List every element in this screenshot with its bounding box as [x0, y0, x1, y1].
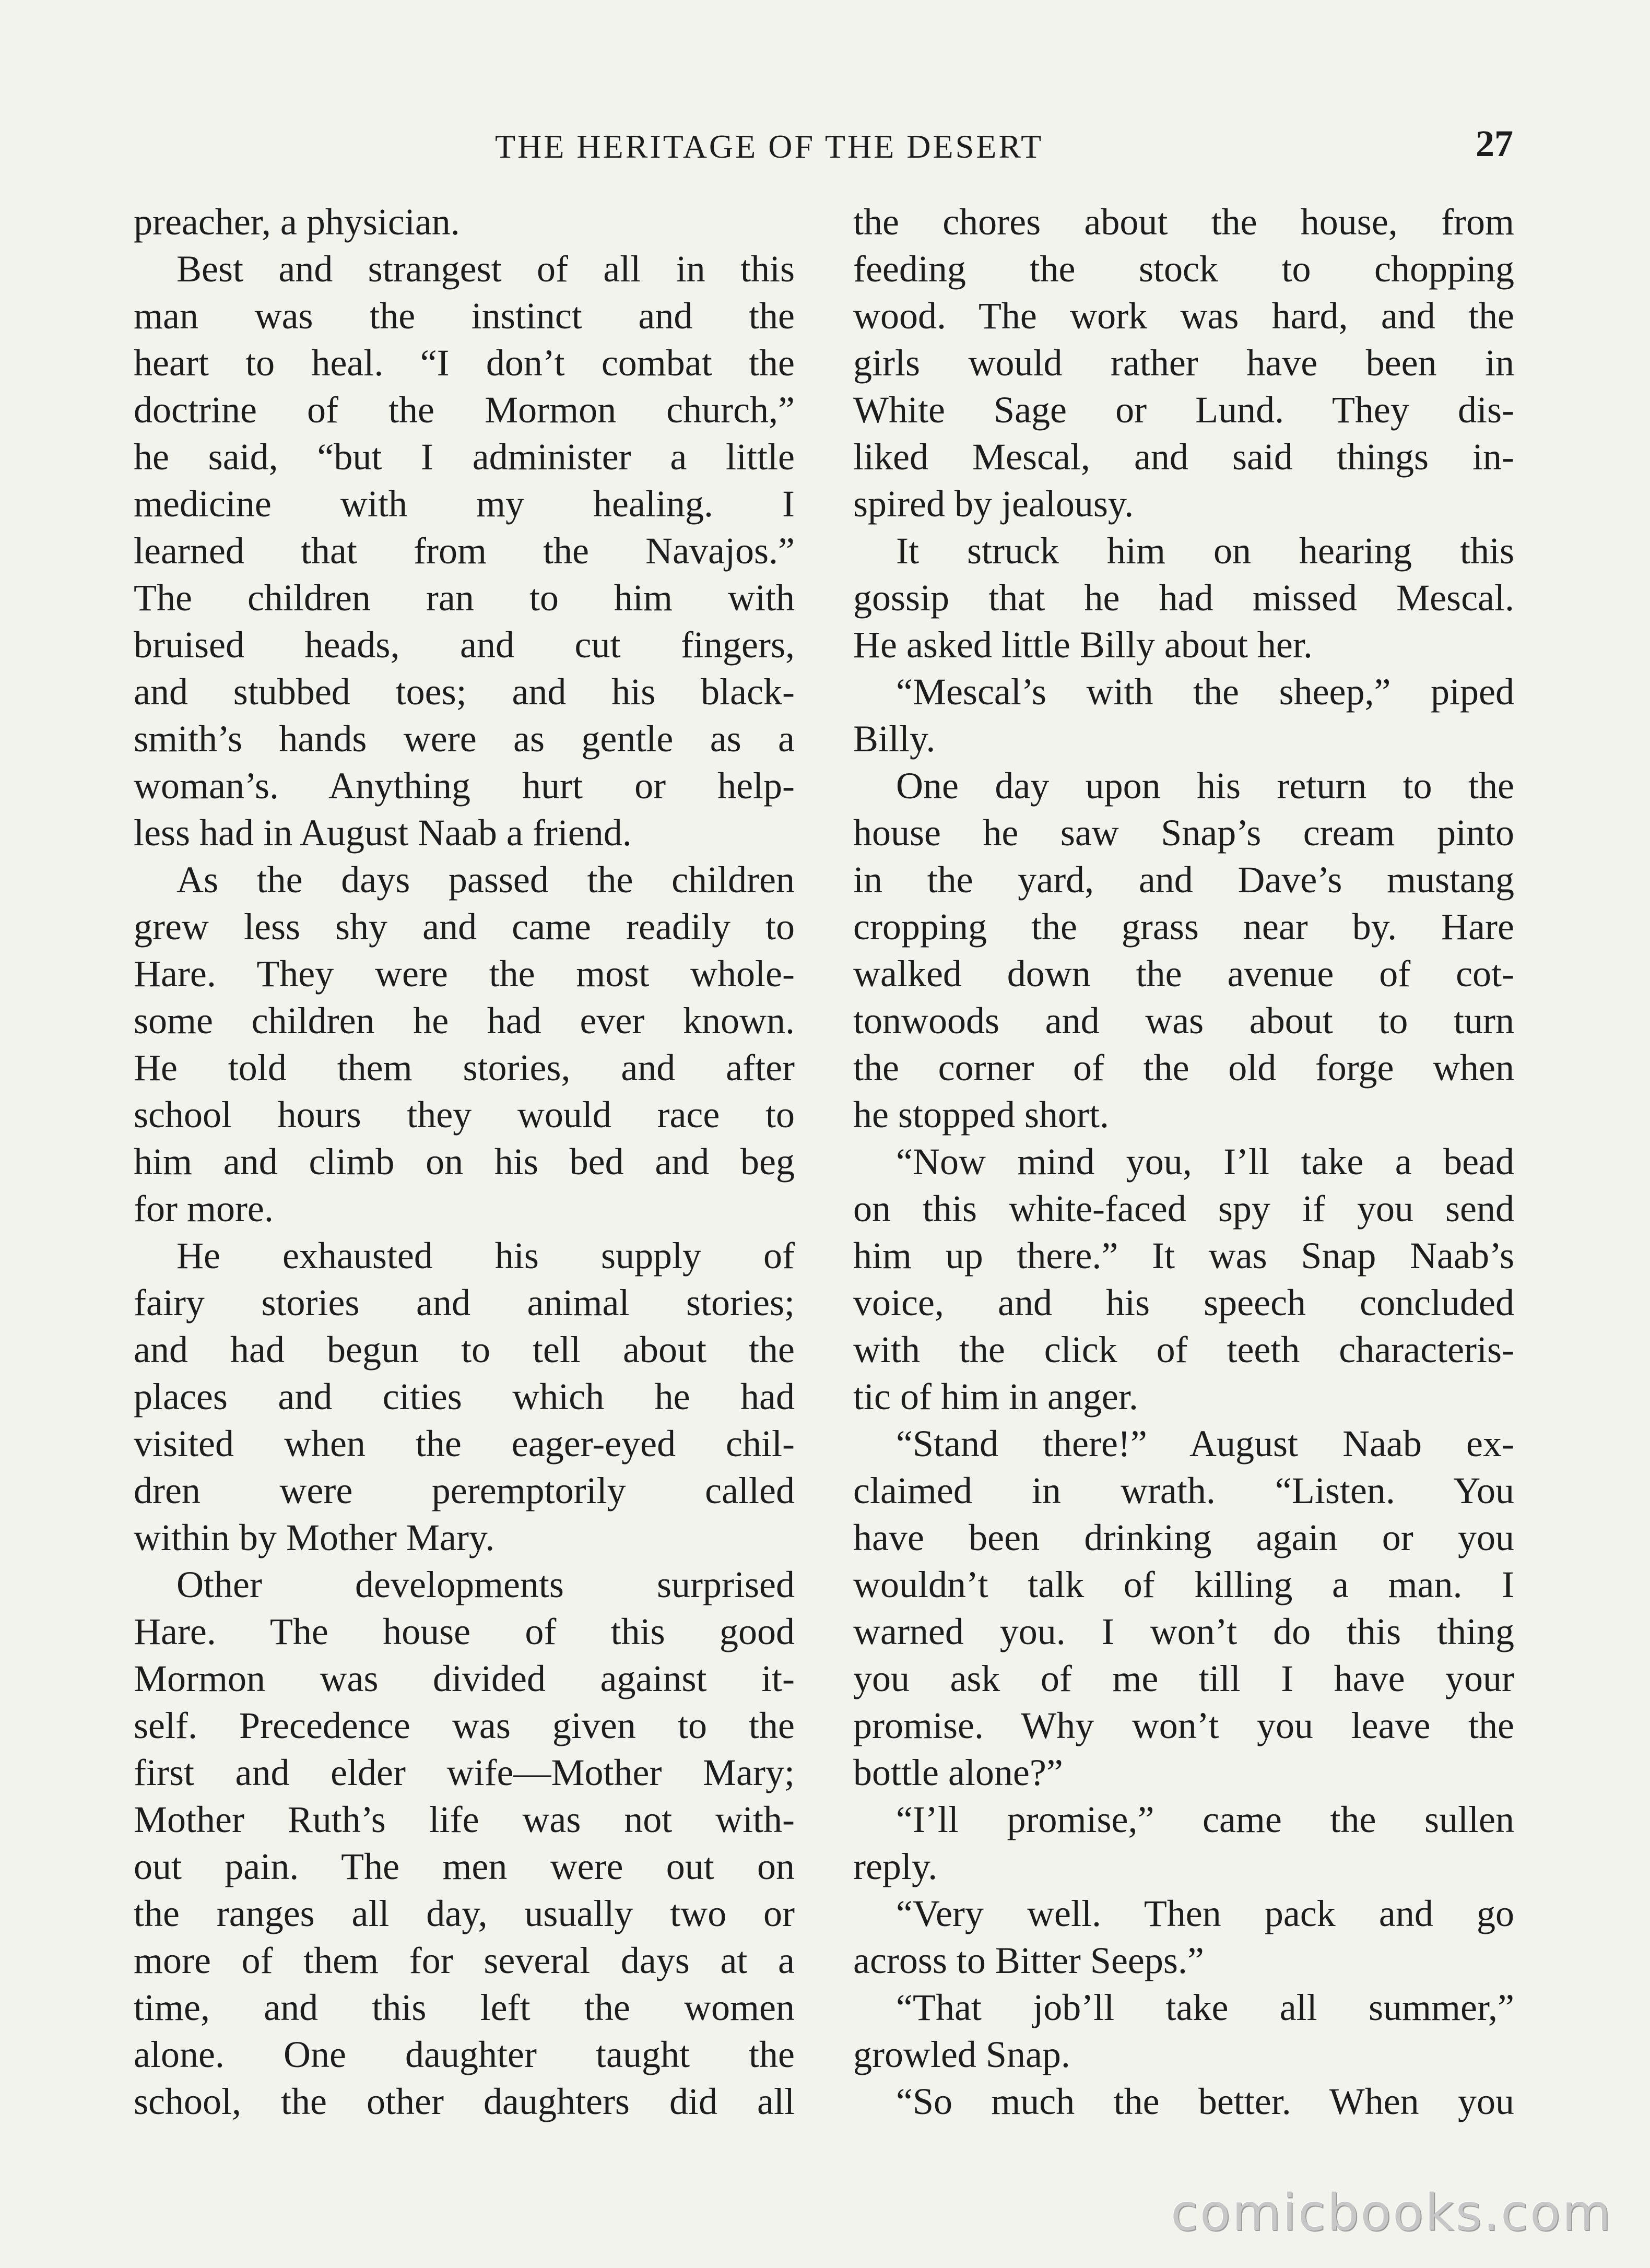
text-line: Hare. The house of this good [134, 1611, 795, 1652]
text-line: with the click of teeth characteris- [853, 1329, 1514, 1371]
text-line: school, the other daughters did all [134, 2081, 795, 2122]
text-line: the corner of the old forge when [853, 1047, 1514, 1089]
text-line: fairy stories and animal stories; [134, 1282, 795, 1324]
text-line: on this white-faced spy if you send [853, 1188, 1514, 1230]
text-line: He exhausted his supply of [176, 1235, 795, 1277]
text-line: One day upon his return to the [896, 765, 1514, 807]
text-line: He asked little Billy about her. [853, 624, 1313, 666]
text-line: “Mescal’s with the sheep,” piped [896, 671, 1514, 713]
text-line: preacher, a physician. [134, 201, 460, 243]
text-line: White Sage or Lund. They dis- [853, 389, 1514, 431]
text-line: and had begun to tell about the [134, 1329, 795, 1371]
text-line: man was the instinct and the [134, 295, 795, 337]
text-line: doctrine of the Mormon church,” [134, 389, 795, 431]
text-line: in the yard, and Dave’s mustang [853, 859, 1514, 901]
text-line: Other developments surprised [176, 1564, 795, 1605]
text-line: girls would rather have been in [853, 342, 1514, 384]
text-line: grew less shy and came readily to [134, 906, 795, 948]
text-line: “Now mind you, I’ll take a bead [896, 1141, 1514, 1183]
page-number: 27 [1476, 123, 1513, 164]
text-line: school hours they would race to [134, 1094, 795, 1136]
text-line: reply. [853, 1846, 938, 1887]
text-line: Hare. They were the most whole- [134, 953, 795, 995]
text-line: Mother Ruth’s life was not with- [134, 1799, 795, 1840]
text-line: him up there.” It was Snap Naab’s [853, 1235, 1514, 1277]
text-line: “Very well. Then pack and go [896, 1893, 1514, 1934]
text-line: across to Bitter Seeps.” [853, 1940, 1204, 1981]
text-line: “I’ll promise,” came the sullen [896, 1799, 1514, 1840]
text-line: wood. The work was hard, and the [853, 295, 1514, 337]
text-line: claimed in wrath. “Listen. You [853, 1470, 1514, 1511]
text-line: liked Mescal, and said things in- [853, 436, 1514, 478]
text-line: he said, “but I administer a little [134, 436, 795, 478]
text-line: wouldn’t talk of killing a man. I [853, 1564, 1514, 1605]
text-line: promise. Why won’t you leave the [853, 1705, 1514, 1746]
text-line: warned you. I won’t do this thing [853, 1611, 1514, 1652]
text-line: less had in August Naab a friend. [134, 812, 632, 854]
text-line: dren were peremptorily called [134, 1470, 795, 1511]
text-line: growled Snap. [853, 2034, 1070, 2075]
text-line: tonwoods and was about to turn [853, 1000, 1514, 1042]
text-line: walked down the avenue of cot- [853, 953, 1514, 995]
text-line: Mormon was divided against it- [134, 1658, 795, 1699]
text-line: learned that from the Navajos.” [134, 530, 795, 572]
site-watermark: comicbooks.com [1170, 2183, 1612, 2242]
text-line: spired by jealousy. [853, 483, 1134, 525]
text-line: places and cities which he had [134, 1376, 795, 1418]
text-line: the chores about the house, from [853, 201, 1514, 243]
text-line: Billy. [853, 718, 936, 760]
text-line: some children he had ever known. [134, 1000, 795, 1042]
text-line: smith’s hands were as gentle as a [134, 718, 795, 760]
text-line: “Stand there!” August Naab ex- [896, 1423, 1514, 1464]
text-line: you ask of me till I have your [853, 1658, 1514, 1699]
right-text-column [853, 198, 1514, 2125]
text-line: voice, and his speech concluded [853, 1282, 1514, 1324]
text-line: heart to heal. “I don’t combat the [134, 342, 795, 384]
text-line: within by Mother Mary. [134, 1517, 495, 1558]
text-line: and stubbed toes; and his black- [134, 671, 795, 713]
text-line: woman’s. Anything hurt or help- [134, 765, 795, 807]
text-line: The children ran to him with [134, 577, 795, 619]
text-line: the ranges all day, usually two or [134, 1893, 795, 1934]
text-line: visited when the eager-eyed chil- [134, 1423, 795, 1464]
text-line: Best and strangest of all in this [176, 248, 795, 290]
text-line: He told them stories, and after [134, 1047, 795, 1089]
text-line: gossip that he had missed Mescal. [853, 577, 1514, 619]
text-line: for more. [134, 1188, 274, 1230]
text-line: out pain. The men were out on [134, 1846, 795, 1887]
text-line: house he saw Snap’s cream pinto [853, 812, 1514, 854]
text-line: time, and this left the women [134, 1987, 795, 2028]
text-line: medicine with my healing. I [134, 483, 795, 525]
left-text-column [134, 198, 795, 2125]
text-line: “So much the better. When you [896, 2081, 1514, 2122]
text-line: tic of him in anger. [853, 1376, 1138, 1418]
text-line: first and elder wife—Mother Mary; [134, 1752, 795, 1793]
text-line: cropping the grass near by. Hare [853, 906, 1514, 948]
text-line: self. Precedence was given to the [134, 1705, 795, 1746]
text-line: alone. One daughter taught the [134, 2034, 795, 2075]
text-line: feeding the stock to chopping [853, 248, 1514, 290]
text-line: he stopped short. [853, 1094, 1109, 1136]
text-line: him and climb on his bed and beg [134, 1141, 795, 1183]
running-title: THE HERITAGE OF THE DESERT [495, 128, 1044, 165]
text-line: have been drinking again or you [853, 1517, 1514, 1558]
text-line: bruised heads, and cut fingers, [134, 624, 795, 666]
text-line: As the days passed the children [176, 859, 795, 901]
text-line: It struck him on hearing this [896, 530, 1514, 572]
text-line: bottle alone?” [853, 1752, 1063, 1793]
page-header [0, 123, 1650, 170]
text-line: more of them for several days at a [134, 1940, 795, 1981]
text-line: “That job’ll take all summer,” [896, 1987, 1514, 2028]
